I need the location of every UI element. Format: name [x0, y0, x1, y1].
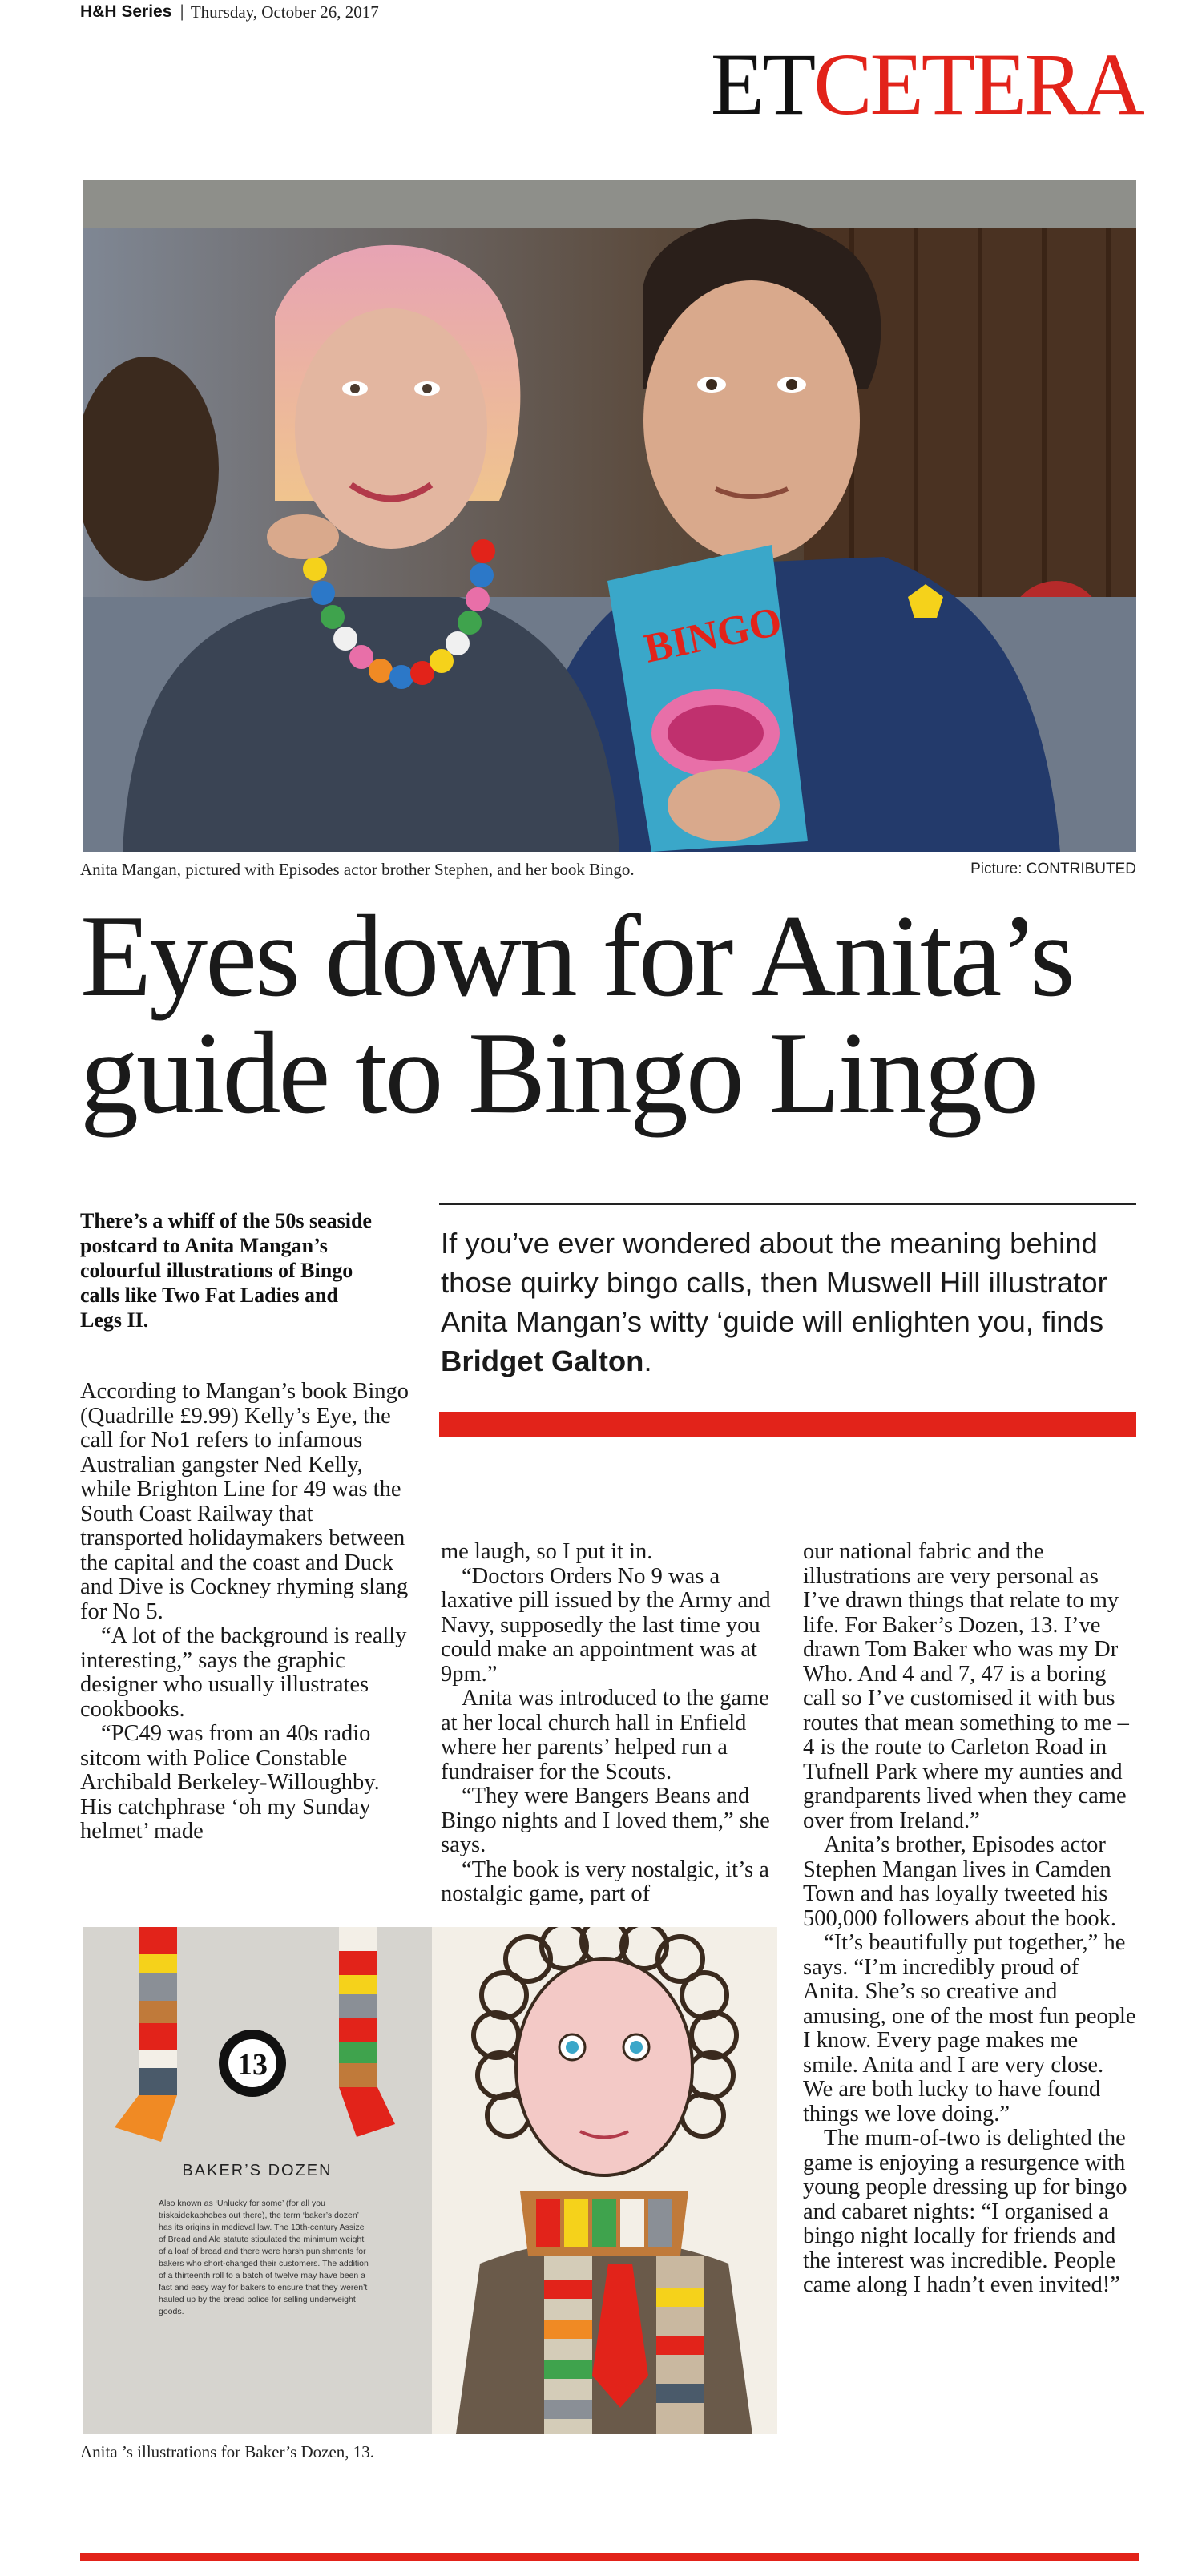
bottom-rule	[80, 2553, 1139, 2561]
main-photo	[83, 180, 1136, 852]
body-column-1	[80, 1380, 410, 1844]
photo-illustration	[83, 180, 1136, 852]
masthead-et: ET	[710, 35, 814, 133]
standfirst-text: If you’ve ever wondered about the meaning behind those quirky bingo calls, then Muswell Hill illustrator Anita Mangan’s witty ‘guide will enlighten you, finds	[441, 1227, 1107, 1338]
paragraph: The mum-of-two is delighted the game is enjoying a resurgence with young people dressing up for bingo and cabaret nights: “I organised a bingo night locally for friends and the interest was incredible. People came along I hadn’t even invited!”	[803, 2126, 1127, 2297]
folio-separator: |	[179, 2, 184, 21]
intro-text: There’s a whiff of the 50s seaside postcard to Anita Mangan’s colourful illustrations of Bingo calls like Two Fat Ladies and Legs II.	[80, 1209, 372, 1332]
tom-baker-drawing	[432, 1927, 777, 2434]
issue-date: Thursday, October 26, 2017	[190, 2, 379, 22]
photo-credit: Picture: CONTRIBUTED	[970, 861, 1136, 877]
body-column-2	[441, 1540, 773, 1907]
illustration-title: BAKER’S DOZEN	[182, 2162, 333, 2179]
byline: Bridget Galton	[441, 1344, 644, 1377]
headline-line-2: guide to Bingo Lingo	[80, 1008, 1037, 1138]
paragraph: “A lot of the background is really interesting,” says the graphic designer who usually illustrates cookbooks.	[80, 1623, 407, 1722]
illustration-left-page	[83, 1927, 432, 2434]
body-column-3	[803, 1540, 1138, 2298]
folio	[80, 0, 379, 24]
standfirst	[441, 1223, 1138, 1381]
paragraph: our national fabric and the illustrations are very personal as I’ve drawn things that relate to my life. For Baker’s Dozen, 13. I’ve drawn Tom Baker who was my Dr Who. And 4 and 7, 47 is a boring call so I’ve customised it with bus routes that mean something to me – 4 is the route to Carleton Road in Tufnell Park where my aunties and grandparents lived when they came over from Ireland.”	[803, 1539, 1129, 1833]
paragraph: “Doctors Orders No 9 was a laxative pill issued by the Army and Navy, supposedly the last time you could make an appointment was at 9pm.”	[441, 1563, 771, 1687]
paragraph: Anita was introduced to the game at her local church hall in Enfield where her parents’ helped run a fundraiser for the Scouts.	[441, 1686, 769, 1784]
accent-bar	[439, 1412, 1136, 1437]
section-masthead	[710, 35, 1142, 133]
masthead-cetera: CETERA	[813, 35, 1142, 133]
illustration-body: Also known as ‘Unlucky for some’ (for all you triskaidekaphobes out there), the term ‘baker’s dozen’ has its origins in medieval law. The 13th-century Assize of Bread and Ale statute stipulated the minimum weight of a loaf of bread and there were harsh punishments for bakers who short-changed their customers. The addition of a thirteenth roll to a batch of twelve may have been a fast and easy way for bakers to ensure that they weren’t hauled up by the bread police for selling underweight goods.	[159, 2199, 369, 2316]
book-illustration	[83, 1927, 777, 2434]
paragraph: “It’s beautifully put together,” he says. “I’m incredibly proud of Anita. She’s so creative and amusing, one of the most fun people I know. Every page makes me smile. Anita and I are very close. We are both lucky to have found things we love doing.”	[803, 1930, 1136, 2127]
ball-number: 13	[237, 2048, 268, 2082]
headline	[80, 891, 1146, 1138]
series-name: H&H Series	[80, 2, 172, 21]
paragraph: me laugh, so I put it in.	[441, 1539, 653, 1564]
illustration-caption: Anita ’s illustrations for Baker’s Dozen, 13.	[80, 2442, 375, 2461]
standfirst-rule	[439, 1203, 1136, 1205]
book-title: BINGO	[640, 598, 786, 672]
paragraph: “PC49 was from an 40s radio sitcom with Police Constable Archibald Berkeley-Willoughby. His catchphrase ‘oh my Sunday helmet’ made	[80, 1721, 380, 1844]
scarf-drawing	[83, 1927, 432, 2159]
standfirst-end: .	[643, 1344, 652, 1377]
illustration-right-page	[432, 1927, 777, 2434]
paragraph: “The book is very nostalgic, it’s a nostalgic game, part of	[441, 1856, 769, 1906]
paragraph: “They were Bangers Beans and Bingo nights and I loved them,” she says.	[441, 1784, 770, 1857]
paragraph: According to Mangan’s book Bingo (Quadrille £9.99) Kelly’s Eye, the call for No1 refers to infamous Australian gangster Ned Kelly, while Brighton Line for 49 was the South Coast Railway that transported holidaymakers between the capital and the coast and Duck and Dive is Cockney rhyming slang for No 5.	[80, 1379, 409, 1624]
paragraph: Anita’s brother, Episodes actor Stephen Mangan lives in Camden Town and has loyally tweeted his 500,000 followers about the book.	[803, 1832, 1117, 1931]
headline-line-1: Eyes down for Anita’s	[80, 891, 1073, 1021]
photo-caption: Anita Mangan, pictured with Episodes actor brother Stephen, and her book Bingo.	[80, 860, 635, 879]
